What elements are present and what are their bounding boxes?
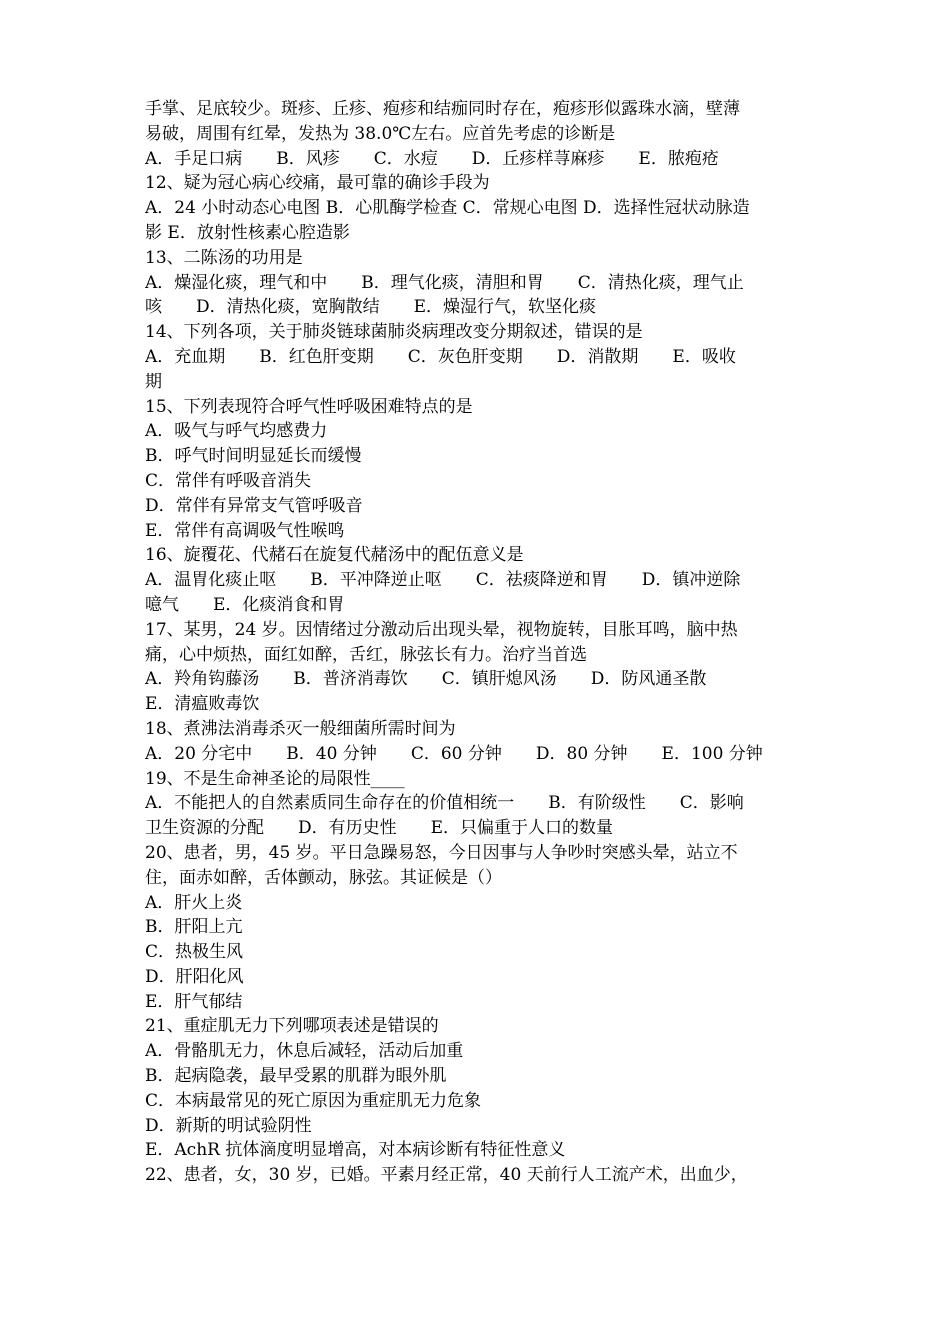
text-line: 16、旋覆花、代赭石在旋复代赭汤中的配伍意义是 <box>145 545 524 566</box>
text-line: E．常伴有高调吸气性喉鸣 <box>145 520 345 541</box>
text-line: A．不能把人的自然素质同生命存在的价值相统一 B．有阶级性 C．影响 <box>145 793 744 814</box>
text-line: A．骨骼肌无力，休息后减轻，活动后加重 <box>145 1041 464 1062</box>
document-body <box>145 97 815 1188</box>
text-line: 手掌、足底较少。斑疹、丘疹、疱疹和结痂同时存在，疱疹形似露珠水滴，壁薄 <box>145 99 740 119</box>
text-line: 13、二陈汤的功用是 <box>145 247 303 268</box>
text-line: 12、疑为冠心病心绞痛，最可靠的确诊手段为 <box>145 173 490 194</box>
text-line: 卫生资源的分配 D．有历史性 E．只偏重于人口的数量 <box>145 818 614 839</box>
text-line: A．充血期 B．红色肝变期 C．灰色肝变期 D．消散期 E．吸收 <box>145 346 736 367</box>
text-line: C．热极生风 <box>145 942 244 963</box>
text-line: A．温胃化痰止呕 B．平冲降逆止呕 C．祛痰降逆和胃 D．镇冲逆除 <box>145 570 741 591</box>
text-line: 21、重症肌无力下列哪项表述是错误的 <box>145 1016 439 1037</box>
text-line: E．AchR 抗体滴度明显增高，对本病诊断有特征性意义 <box>145 1140 566 1161</box>
text-line: 17、某男，24 岁。因情绪过分激动后出现头晕，视物旋转，目胀耳鸣，脑中热 <box>145 619 738 640</box>
text-line: A．24 小时动态心电图 B．心肌酶学检查 C．常规心电图 D．选择性冠状动脉造 <box>145 198 750 219</box>
text-line: 期 <box>145 371 162 392</box>
text-line: 18、煮沸法消毒杀灭一般细菌所需时间为 <box>145 718 456 739</box>
text-line: D．肝阳化风 <box>145 966 244 987</box>
text-line: B．肝阳上亢 <box>145 917 243 938</box>
text-line: 咳 D．清热化痰，宽胸散结 E．燥湿行气，软坚化痰 <box>145 297 597 318</box>
text-line: 14、下列各项，关于肺炎链球菌肺炎病理改变分期叙述，错误的是 <box>145 322 643 343</box>
text-line: C．本病最常见的死亡原因为重症肌无力危象 <box>145 1090 482 1111</box>
text-line: A．手足口病 B．风疹 C．水痘 D．丘疹样荨麻疹 E．脓疱疮 <box>145 148 719 169</box>
text-line: 噫气 E．化痰消食和胃 <box>145 594 345 615</box>
text-line: A．吸气与呼气均感费力 <box>145 421 328 442</box>
text-line: E．清瘟败毒饮 <box>145 694 260 715</box>
text-line: 20、患者，男，45 岁。平日急躁易怒，今日因事与人争吵时突感头晕，站立不 <box>145 842 738 863</box>
text-line: B．起病隐袭，最早受累的肌群为眼外肌 <box>145 1066 447 1087</box>
text-line: C．常伴有呼吸音消失 <box>145 470 312 491</box>
text-line: 影 E．放射性核素心腔造影 <box>145 222 350 243</box>
text-line: 19、不是生命神圣论的局限性____ <box>145 768 405 789</box>
text-line: 痛，心中烦热，面红如醉，舌红，脉弦长有力。治疗当首选 <box>145 644 587 665</box>
text-line: 住，面赤如醉，舌体颤动，脉弦。其证候是（） <box>145 867 502 888</box>
text-line: A．20 分宅中 B．40 分钟 C．60 分钟 D．80 分钟 E．100 分钟 <box>145 743 763 764</box>
text-line: E．肝气郁结 <box>145 991 243 1012</box>
text-line: 易破，周围有红晕，发热为 38.0℃左右。应首先考虑的诊断是 <box>145 123 616 144</box>
text-line: A．羚角钩藤汤 B．普济消毒饮 C．镇肝熄风汤 D．防风通圣散 <box>145 669 707 690</box>
text-line: D．新斯的明试验阴性 <box>145 1115 312 1136</box>
text-line: A．肝火上炎 <box>145 892 243 913</box>
text-line: 15、下列表现符合呼气性呼吸困难特点的是 <box>145 396 473 417</box>
text-line: A．燥湿化痰，理气和中 B．理气化痰，清胆和胃 C．清热化痰，理气止 <box>145 272 744 293</box>
text-line: B．呼气时间明显延长而缓慢 <box>145 446 362 467</box>
text-line: 22、患者，女，30 岁，已婚。平素月经正常，40 天前行人工流产术，出血少， <box>145 1165 748 1186</box>
text-line: D．常伴有异常支气管呼吸音 <box>145 495 363 516</box>
